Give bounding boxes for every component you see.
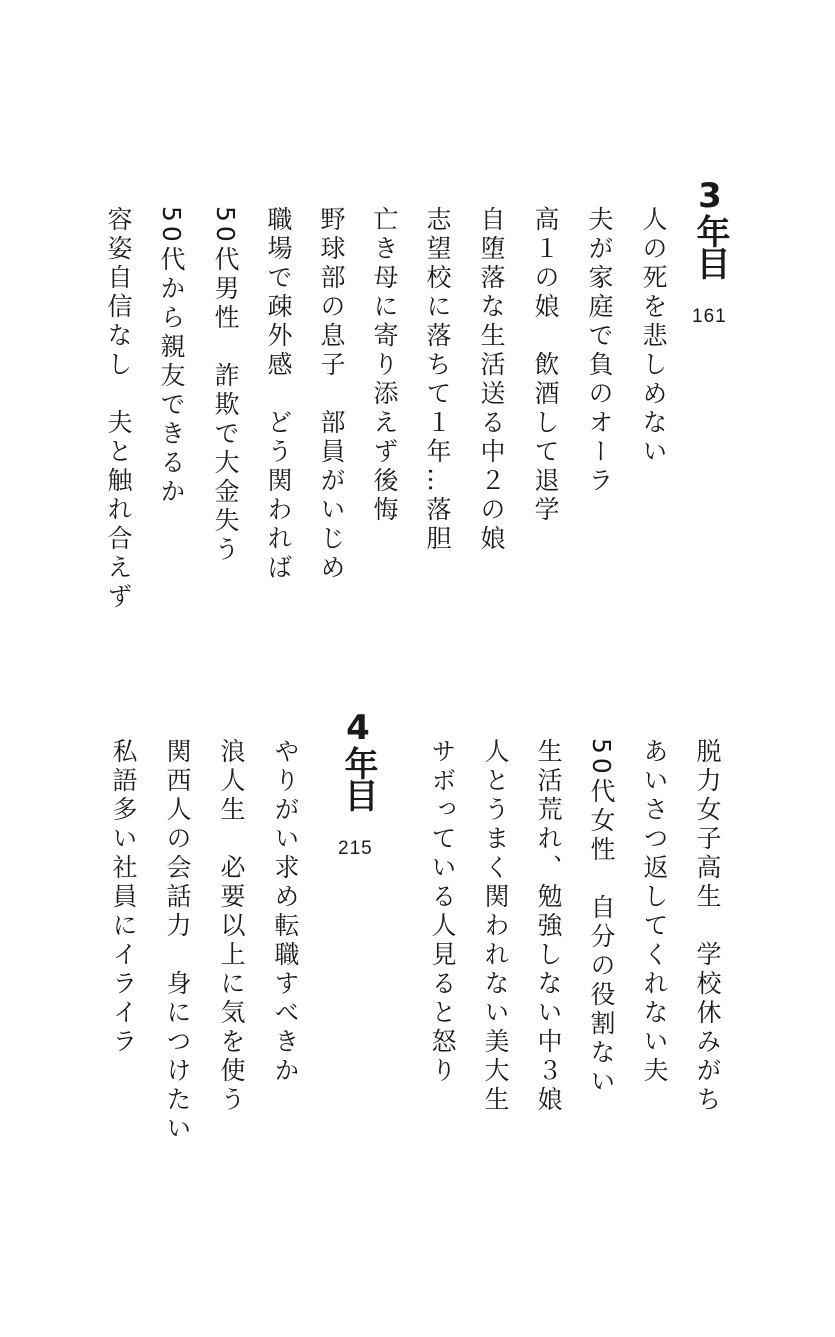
list-item: 人の死を悲しめない [639,206,668,467]
list-item: 自堕落な生活送る中２の娘 [477,206,506,554]
list-item: 私語多い社員にイライラ [109,738,138,1057]
list-item: サボっている人見ると怒り [428,738,457,1086]
list-item: 容姿自信なし 夫と触れ合えず [104,206,133,612]
list-item: 関西人の会話力 身につけたい [163,738,192,1144]
section-4-page-number: 215 [338,838,373,859]
list-item: 志望校に落ちて１年…落胆 [423,206,452,554]
list-item: 生活荒れ、勉強しない中３娘 [534,738,563,1115]
list-item: 50代男性 詐欺で大金失う [211,206,240,565]
list-item: 50代女性 自分の役割ない [587,738,616,1097]
list-item: 高１の娘 飲酒して退学 [531,206,560,525]
list-item: 夫が家庭で負のオーラ [585,206,614,496]
list-item: 職場で疎外感 どう関われば [264,206,293,583]
list-item: 亡き母に寄り添えず後悔 [370,206,399,525]
section-4-heading: 4年目 [338,708,378,810]
list-item: 野球部の息子 部員がいじめ [317,206,346,583]
list-item: 50代から親友できるか [157,206,186,507]
section-3-page-number: 161 [692,306,727,327]
list-item: 脱力女子高生 学校休みがち [693,738,722,1115]
list-item: 人とうまく関われない美大生 [481,738,510,1115]
list-item: やりがい求め転職すべきか [271,738,300,1086]
list-item: あいさつ返してくれない夫 [640,738,669,1086]
list-item: 浪人生 必要以上に気を使う [217,738,246,1115]
section-3-heading: 3年目 [690,176,730,278]
